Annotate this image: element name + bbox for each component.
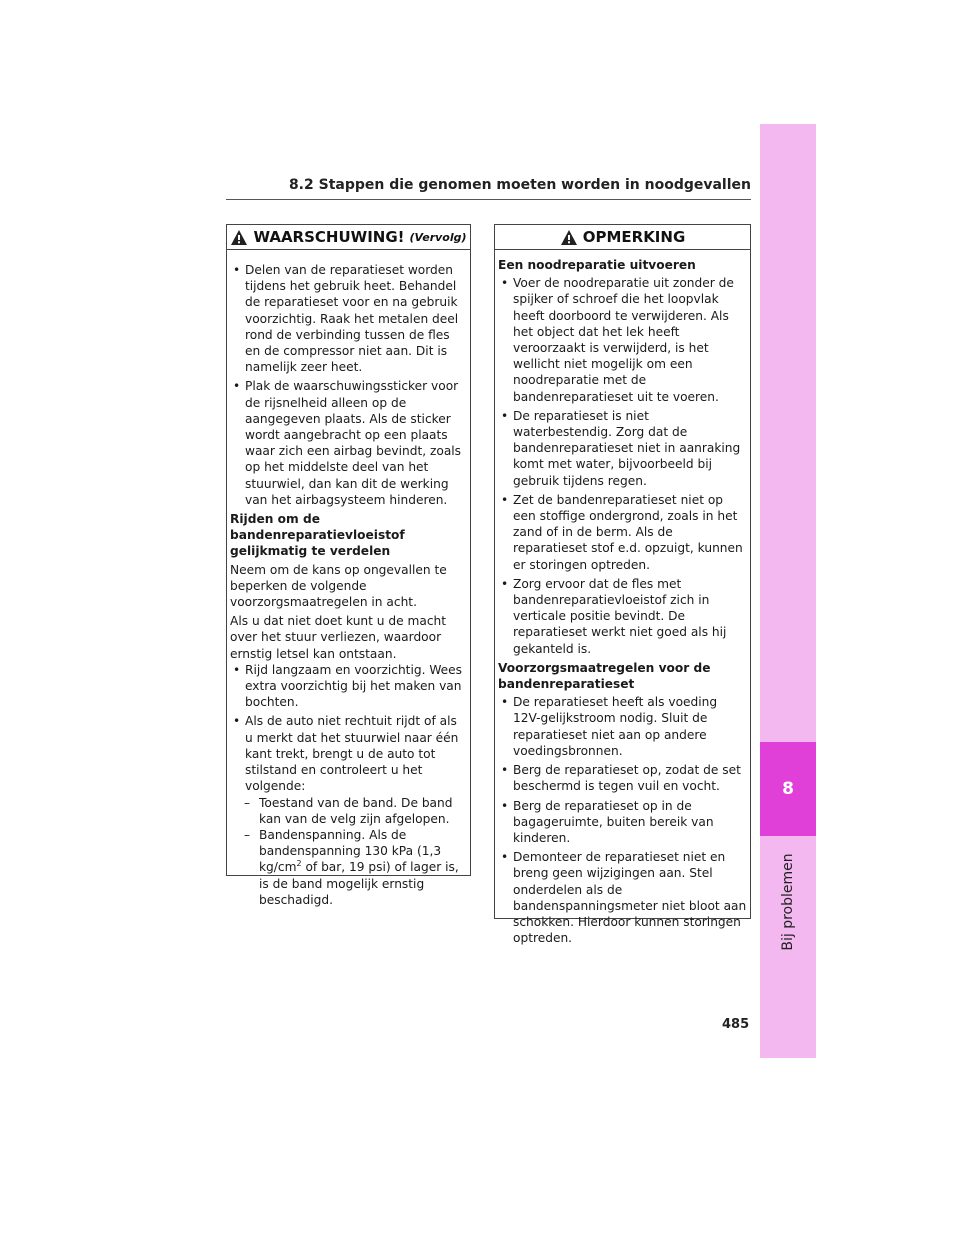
warning-bullet: • Rijd langzaam en voorzichtig. Wees extra voorzichtig bij het maken van bochten. xyxy=(230,662,467,711)
warning-paragraph: Neem om de kans op ongevallen te beperken de volgende voorzorgsmaatregelen in acht. xyxy=(230,562,447,610)
note-bullet: • Zet de bandenreparatieset niet op een stoffige ondergrond, zoals in het zand of in de berm. Als de reparatieset stof e.d. opzuigt, kunnen er storingen optreden. xyxy=(498,492,747,573)
header-divider xyxy=(226,199,751,200)
warning-box-header xyxy=(227,225,470,250)
warning-bullet: • Als de auto niet rechtuit rijdt of als u merkt dat het stuurwiel naar één kant trekt, brengt u de auto tot stilstand en controleert u het volgende: xyxy=(230,713,467,794)
section-title: 8.2 Stappen die genomen moeten worden in noodgevallen xyxy=(288,177,751,193)
note-bullet: • De reparatieset is niet waterbestendig. Zorg dat de bandenreparatieset niet in aanraking komt met water, bijvoorbeeld bij gebruik tijdens regen. xyxy=(498,408,747,489)
note-bullet: • De reparatieset heeft als voeding 12V-gelijkstroom nodig. Sluit de reparatieset niet aan op andere voedingsbronnen. xyxy=(498,694,747,759)
dash-marker: – xyxy=(244,795,251,810)
note-title: OPMERKING xyxy=(582,228,686,246)
dash-marker: – xyxy=(244,827,251,842)
warning-bullet: • Plak de waarschuwingssticker voor de rijsnelheid alleen op de aangegeven plaats. Als de sticker wordt aangebracht op een plaats waar zich een airbag bevindt, zoals op het middelste deel van het stuurwiel, dan kan dit de werking van het airbagsysteem hinderen. xyxy=(230,378,467,508)
warning-title: WAARSCHUWING! xyxy=(253,228,405,246)
note-heading: Voorzorgsmaatregelen voor de bandenreparatieset xyxy=(498,660,711,692)
chapter-number-badge: 8 xyxy=(760,742,816,836)
warning-box xyxy=(226,224,471,907)
warning-continued-label: (Vervolg) xyxy=(409,230,467,244)
note-box xyxy=(494,224,751,946)
page-number: 485 xyxy=(722,1017,750,1032)
warning-sub-item xyxy=(230,795,467,827)
note-box-header xyxy=(495,225,750,250)
warning-triangle-icon xyxy=(230,229,248,246)
chapter-label: Bij problemen xyxy=(780,853,796,951)
superscript: 2 xyxy=(296,859,302,869)
note-bullet: • Zorg ervoor dat de fles met bandenreparatievloeistof zich in verticale positie bevindt. De reparatieset werkt niet goed als hij gekanteld is. xyxy=(498,576,747,657)
warning-bullet: • Delen van de reparatieset worden tijdens het gebruik heet. Behandel de reparatieset voor en na gebruik voorzichtig. Raak het metalen deel rond de verbinding tussen de fles en de compressor niet aan. Dit is namelijk zeer heet. xyxy=(230,262,467,375)
note-bullet: • Berg de reparatieset op, zodat de set beschermd is tegen vuil en vocht. xyxy=(498,762,747,794)
warning-sub-text: Toestand van de band. De band kan van de velg zijn afgelopen. xyxy=(259,795,453,826)
note-bullet: • Demonteer de reparatieset niet en breng geen wijzigingen aan. Stel onderdelen als de bandenspanningsmeter niet bloot aan schokken. Hierdoor kunnen storingen optreden. xyxy=(498,849,747,946)
note-bullet: • Voer de noodreparatie uit zonder de spijker of schroef die het loopvlak heeft doorboord te verwijderen. Als het object dat het lek heeft veroorzaakt is verwijderd, is het wellicht niet mogelijk om een noodreparatie met de bandenreparatieset uit te voeren. xyxy=(498,275,747,405)
warning-sub-item xyxy=(230,827,467,908)
warning-section-heading: Rijden om de bandenreparatievloeistof gelijkmatig te verdelen xyxy=(230,512,405,559)
warning-box-body xyxy=(227,250,470,908)
warning-paragraph: Als u dat niet doet kunt u de macht over het stuur verliezen, waardoor ernstig letsel kan ontstaan. xyxy=(230,614,447,661)
note-bullet: • Berg de reparatieset op in de bagageruimte, buiten bereik van kinderen. xyxy=(498,798,747,847)
warning-triangle-icon xyxy=(560,229,578,246)
warning-sub-text: Bandenspanning. Als de bandenspanning 130 kPa (1,3 kg/cm xyxy=(259,827,442,875)
warning-sub-text: of bar, 19 psi) of lager is, is de band mogelijk ernstig beschadigd. xyxy=(259,860,459,907)
note-heading: Een noodreparatie uitvoeren xyxy=(498,258,696,272)
note-box-body xyxy=(495,250,750,946)
